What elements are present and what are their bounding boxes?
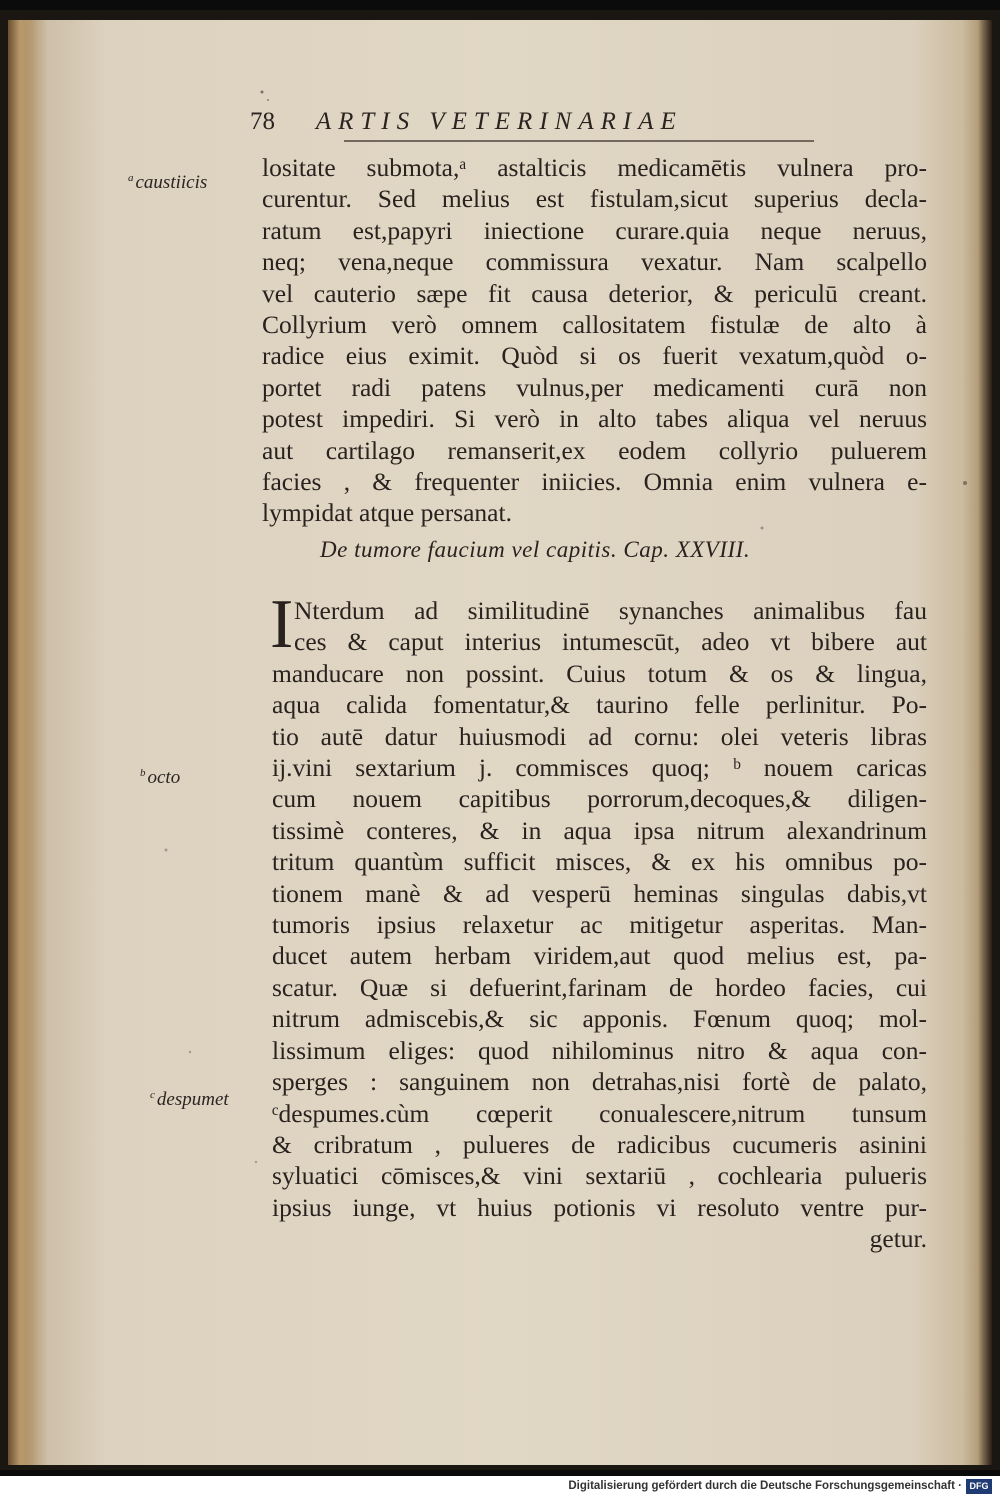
text-line: getur. <box>869 1224 927 1254</box>
text-line: ratum est,papyri iniectione curare.quia neque neruus, <box>262 215 927 245</box>
text-line: tionem manè & ad vesperū heminas singulas dabis,vt <box>272 878 927 908</box>
text-line: tio autē datur huiusmodi ad cornu: olei veteris libras <box>272 721 927 751</box>
margin-note-text: caustiicis <box>135 172 208 193</box>
text-line: lissimum eliges: quod nihilominus nitro & aqua con- <box>272 1035 927 1065</box>
margin-note-text: octo <box>147 767 181 788</box>
text-line: scatur. Quæ si defuerint,farinam de hordeo facies, cui <box>272 972 927 1002</box>
margin-note-text: despumet <box>156 1089 229 1110</box>
margin-note-marker: c <box>150 1089 155 1101</box>
text-line: tissimè conteres, & in aqua ipsa nitrum alexandrinum <box>272 815 927 845</box>
text-line: ᶜdespumes.cùm cœperit conualescere,nitrum tunsum <box>272 1098 927 1128</box>
text-line: ij.vini sextarium j. commisces quoq; ᵇ nouem caricas <box>272 753 927 783</box>
text-line: aqua calida fomentatur,& taurino felle perlinitur. Po- <box>272 690 927 720</box>
text-line: lympidat atque persanat. <box>262 498 512 528</box>
text-line: neq; vena,neque commissura vexatur. Nam scalpello <box>262 247 927 277</box>
text-line: facies , & frequenter iniicies. Omnia enim vulnera e- <box>262 467 927 497</box>
drop-cap: I <box>270 586 294 663</box>
text-line: potest impediri. Si verò in alto tabes aliqua vel neruus <box>262 404 927 434</box>
margin-note-marker: a <box>128 172 134 184</box>
text-line: ipsius iunge, vt huius potionis vi resoluto ventre pur- <box>272 1192 927 1222</box>
text-line: ces & caput interius intumescūt, adeo vt bibere aut <box>294 627 927 657</box>
text-line: sperges : sanguinem non detrahas,nisi fortè de palato, <box>272 1067 927 1097</box>
text-line: & cribratum , pulueres de radicibus cucumeris asinini <box>272 1129 927 1159</box>
text-line: Nterdum ad similitudinē synanches animalibus fau <box>294 596 927 625</box>
text-line: nitrum admiscebis,& sic apponis. Fœnum quoq; mol- <box>272 1004 927 1034</box>
funding-credit: Digitalisierung gefördert durch die Deutsche Forschungsgemeinschaft · <box>568 1480 962 1492</box>
text-line: ducet autem herbam viridem,aut quod melius est, pa- <box>272 941 927 971</box>
running-title: ARTIS VETERINARIAE <box>315 108 683 135</box>
text-line: lositate submota,ᵃ astalticis medicamētis vulnera pro- <box>262 153 927 182</box>
text-line: aut cartilago remanserit,ex eodem collyrio puluerem <box>262 435 927 465</box>
text-line: vel cauterio sæpe fit causa deterior, & periculū creant. <box>262 278 927 308</box>
text-line: manducare non possint. Cuius totum & os & lingua, <box>272 658 927 688</box>
text-line: radice eius eximit. Quòd si os fuerit vexatum,quòd o- <box>262 341 927 371</box>
margin-note-marker: b <box>140 767 146 779</box>
text-line: curentur. Sed melius est fistulam,sicut superius decla- <box>262 184 927 214</box>
text-line: syluatici cōmisces,& vini sextariū , cochlearia pulueris <box>272 1161 927 1191</box>
dfg-logo: DFG <box>966 1479 992 1494</box>
text-line: tritum quantùm sufficit misces, & ex his omnibus po- <box>272 847 927 877</box>
text-line: portet radi patens vulnus,per medicamenti curā non <box>262 372 927 402</box>
page-number: 78 <box>250 108 275 135</box>
text-line: Collyrium verò omnem callositatem fistulæ de alto à <box>262 310 927 340</box>
text-line: cum nouem capitibus porrorum,decoques,& diligen- <box>272 784 927 814</box>
text-line: tumoris ipsius relaxetur ac mitigetur asperitas. Man- <box>272 910 927 940</box>
chapter-caption: De tumore faucium vel capitis. Cap. XXVIII. <box>320 537 751 562</box>
